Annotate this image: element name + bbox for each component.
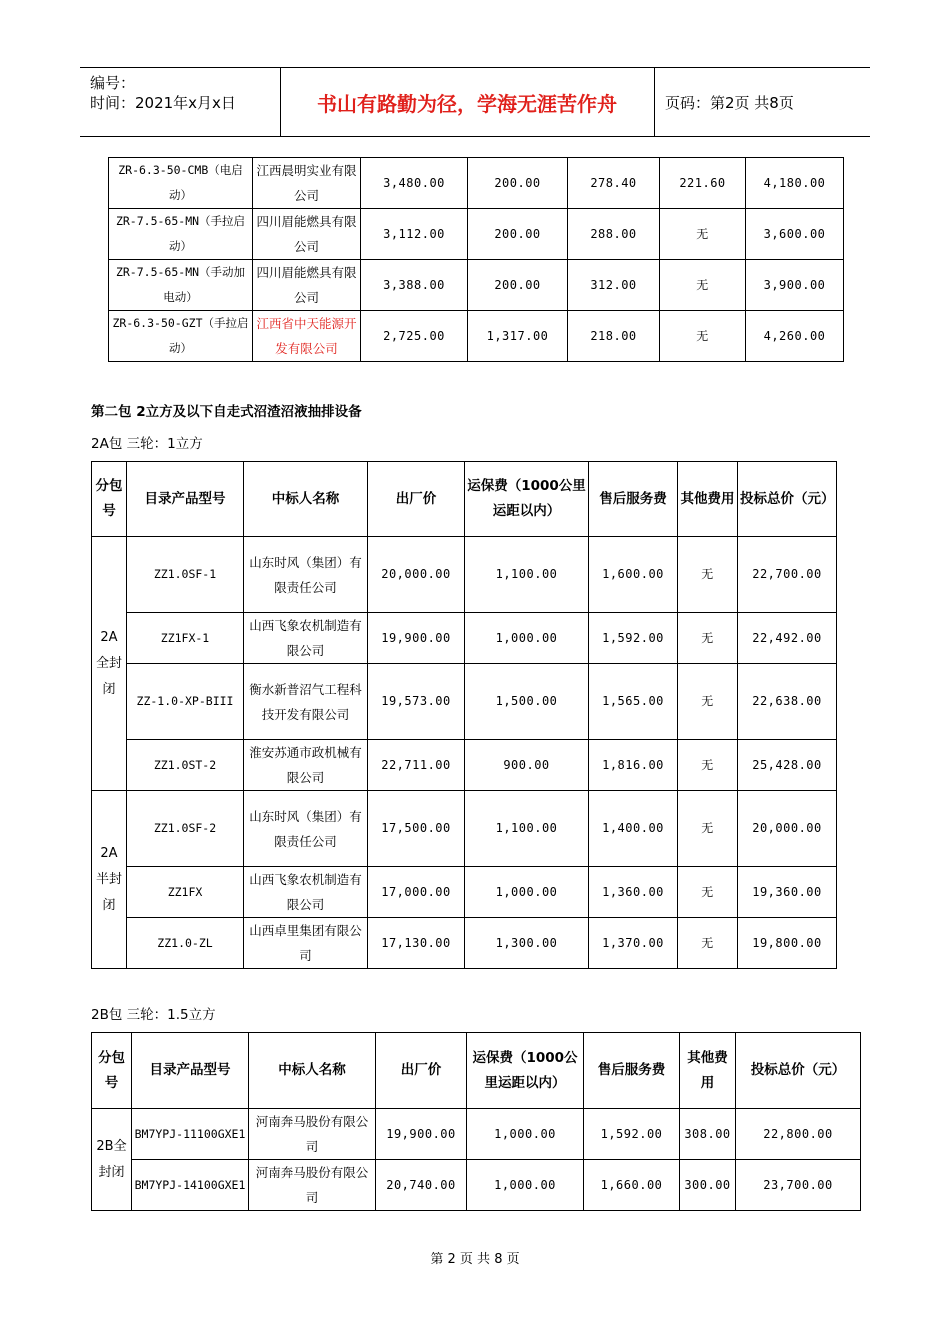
service-cell: 1,592.00 [589, 613, 678, 664]
service-cell: 1,565.00 [589, 664, 678, 740]
other-cell: 无 [678, 791, 738, 867]
total-cell: 25,428.00 [738, 740, 837, 791]
company-cell: 山东时风（集团）有限责任公司 [244, 537, 368, 613]
company-cell: 山西飞象农机制造有限公司 [244, 867, 368, 918]
price-cell: 19,900.00 [368, 613, 465, 664]
header-freight: 运保费（1000公里运距以内） [465, 462, 589, 537]
other-cell: 无 [660, 260, 746, 311]
table-row [92, 1160, 861, 1211]
total-cell: 20,000.00 [738, 791, 837, 867]
price-cell: 3,112.00 [361, 209, 468, 260]
model-cell: ZR-6.3-50-GZT（手拉启动） [109, 311, 253, 362]
header-model: 目录产品型号 [132, 1033, 249, 1109]
model-cell: ZR-7.5-65-MN（手拉启动） [109, 209, 253, 260]
page-footer: 第 2 页 共 8 页 [430, 1252, 520, 1267]
table-row [92, 537, 837, 613]
total-cell: 19,360.00 [738, 867, 837, 918]
freight-cell: 1,100.00 [465, 537, 589, 613]
page-header [80, 67, 870, 137]
header-slogan: 书山有路勤为径，学海无涯苦作舟 [280, 68, 655, 136]
price-cell: 22,711.00 [368, 740, 465, 791]
package-cell: 2B全封闭 [92, 1109, 132, 1211]
model-cell: ZZ1.0ST-2 [127, 740, 244, 791]
other-cell: 无 [678, 740, 738, 791]
service-cell: 1,360.00 [589, 867, 678, 918]
table-row [92, 613, 837, 664]
price-cell: 3,480.00 [361, 158, 468, 209]
model-cell: BM7YPJ-14100GXE1 [132, 1160, 249, 1211]
header-service: 售后服务费 [589, 462, 678, 537]
company-cell: 淮安苏通市政机械有限公司 [244, 740, 368, 791]
freight-cell: 1,300.00 [465, 918, 589, 969]
header-service: 售后服务费 [584, 1033, 680, 1109]
service-cell: 312.00 [568, 260, 660, 311]
section-title: 第二包 2立方及以下自走式沼渣沼液抽排设备 [91, 404, 362, 420]
other-cell: 308.00 [680, 1109, 736, 1160]
subsection-2b: 2B包 三轮：1.5立方 [91, 1007, 216, 1023]
total-cell: 22,492.00 [738, 613, 837, 664]
total-cell: 22,800.00 [736, 1109, 861, 1160]
model-cell: ZZ1FX [127, 867, 244, 918]
header-package: 分包号 [92, 462, 127, 537]
total-cell: 3,900.00 [746, 260, 844, 311]
service-cell: 1,600.00 [589, 537, 678, 613]
total-cell: 22,700.00 [738, 537, 837, 613]
freight-cell: 900.00 [465, 740, 589, 791]
header-other: 其他费用 [680, 1033, 736, 1109]
service-cell: 1,370.00 [589, 918, 678, 969]
total-cell: 4,180.00 [746, 158, 844, 209]
company-cell: 四川眉能燃具有限公司 [253, 209, 361, 260]
model-cell: ZZ1FX-1 [127, 613, 244, 664]
freight-cell: 1,100.00 [465, 791, 589, 867]
company-cell: 河南奔马股份有限公司 [249, 1160, 376, 1211]
header-other: 其他费用 [678, 462, 738, 537]
freight-cell: 200.00 [468, 260, 568, 311]
price-cell: 20,000.00 [368, 537, 465, 613]
table-2b [91, 1032, 861, 1211]
price-cell: 17,000.00 [368, 867, 465, 918]
subsection-2a: 2A包 三轮：1立方 [91, 436, 203, 452]
table-row [92, 791, 837, 867]
freight-cell: 1,000.00 [465, 613, 589, 664]
other-cell: 无 [678, 537, 738, 613]
header-company: 中标人名称 [244, 462, 368, 537]
other-cell: 无 [678, 613, 738, 664]
freight-cell: 200.00 [468, 209, 568, 260]
total-cell: 22,638.00 [738, 664, 837, 740]
header-price: 出厂价 [376, 1033, 467, 1109]
table-row [109, 158, 844, 209]
table-row [109, 260, 844, 311]
header-model: 目录产品型号 [127, 462, 244, 537]
header-page-label: 页码：第2页 共8页 [665, 93, 794, 112]
service-cell: 288.00 [568, 209, 660, 260]
freight-cell: 1,000.00 [467, 1109, 584, 1160]
service-cell: 1,592.00 [584, 1109, 680, 1160]
header-meta [80, 68, 281, 136]
number-label: 编号： [90, 74, 136, 92]
header-total: 投标总价（元） [736, 1033, 861, 1109]
model-cell: ZR-7.5-65-MN（手动加电动） [109, 260, 253, 311]
table-row [92, 664, 837, 740]
price-cell: 20,740.00 [376, 1160, 467, 1211]
service-cell: 218.00 [568, 311, 660, 362]
service-cell: 1,816.00 [589, 740, 678, 791]
other-cell: 无 [678, 918, 738, 969]
company-cell: 山东时风（集团）有限责任公司 [244, 791, 368, 867]
company-cell: 衡水新普沼气工程科技开发有限公司 [244, 664, 368, 740]
price-cell: 17,500.00 [368, 791, 465, 867]
price-cell: 2,725.00 [361, 311, 468, 362]
total-cell: 3,600.00 [746, 209, 844, 260]
table-row [92, 867, 837, 918]
company-cell: 河南奔马股份有限公司 [249, 1109, 376, 1160]
company-cell: 四川眉能燃具有限公司 [253, 260, 361, 311]
price-cell: 19,573.00 [368, 664, 465, 740]
table-row [92, 740, 837, 791]
header-total: 投标总价（元） [738, 462, 837, 537]
other-cell: 无 [678, 867, 738, 918]
total-cell: 4,260.00 [746, 311, 844, 362]
company-cell: 山西飞象农机制造有限公司 [244, 613, 368, 664]
header-price: 出厂价 [368, 462, 465, 537]
total-cell: 23,700.00 [736, 1160, 861, 1211]
model-cell: ZR-6.3-50-CMB（电启动） [109, 158, 253, 209]
freight-cell: 1,500.00 [465, 664, 589, 740]
price-cell: 17,130.00 [368, 918, 465, 969]
model-cell: ZZ1.0SF-1 [127, 537, 244, 613]
company-cell: 江西省中天能源开发有限公司 [253, 311, 361, 362]
model-cell: BM7YPJ-11100GXE1 [132, 1109, 249, 1160]
price-cell: 19,900.00 [376, 1109, 467, 1160]
header-company: 中标人名称 [249, 1033, 376, 1109]
header-freight: 运保费（1000公里运距以内） [467, 1033, 584, 1109]
freight-cell: 1,317.00 [468, 311, 568, 362]
total-cell: 19,800.00 [738, 918, 837, 969]
company-cell: 江西晨明实业有限公司 [253, 158, 361, 209]
table-continued [108, 157, 844, 362]
table-2a [91, 461, 837, 969]
other-cell: 221.60 [660, 158, 746, 209]
other-cell: 无 [678, 664, 738, 740]
package-cell: 2A半封闭 [92, 791, 127, 969]
table-header-row [92, 1033, 861, 1109]
price-cell: 3,388.00 [361, 260, 468, 311]
freight-cell: 1,000.00 [467, 1160, 584, 1211]
model-cell: ZZ1.0-ZL [127, 918, 244, 969]
package-cell: 2A全封闭 [92, 537, 127, 791]
table-row [109, 209, 844, 260]
freight-cell: 1,000.00 [465, 867, 589, 918]
date-label: 时间：2021年x月x日 [90, 94, 236, 112]
other-cell: 无 [660, 209, 746, 260]
table-row [109, 311, 844, 362]
table-row [92, 918, 837, 969]
service-cell: 1,400.00 [589, 791, 678, 867]
model-cell: ZZ-1.0-XP-BIII [127, 664, 244, 740]
model-cell: ZZ1.0SF-2 [127, 791, 244, 867]
service-cell: 1,660.00 [584, 1160, 680, 1211]
company-cell: 山西卓里集团有限公司 [244, 918, 368, 969]
header-package: 分包号 [92, 1033, 132, 1109]
table-header-row [92, 462, 837, 537]
other-cell: 300.00 [680, 1160, 736, 1211]
service-cell: 278.40 [568, 158, 660, 209]
table-row [92, 1109, 861, 1160]
other-cell: 无 [660, 311, 746, 362]
freight-cell: 200.00 [468, 158, 568, 209]
